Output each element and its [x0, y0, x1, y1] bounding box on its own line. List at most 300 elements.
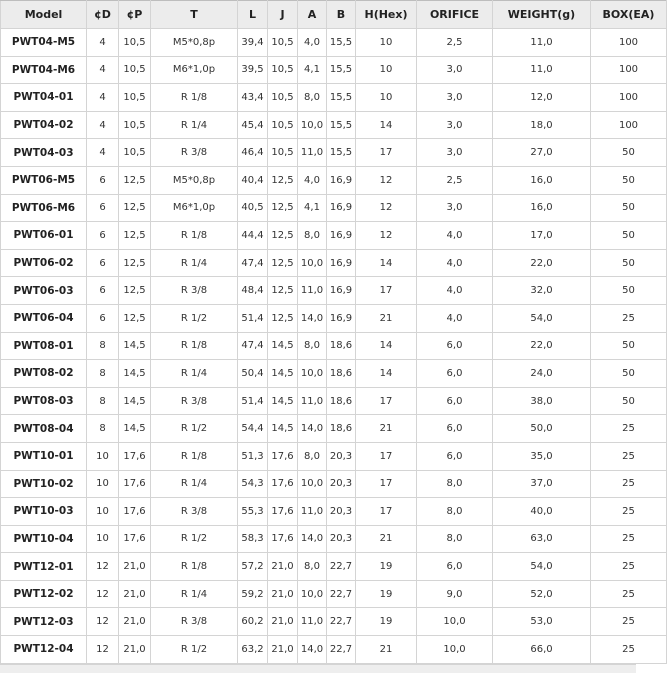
table-cell: 18,6 — [327, 387, 356, 415]
table-cell: 14,5 — [119, 332, 151, 360]
table-cell: 10,5 — [268, 139, 298, 167]
table-cell: 100 — [591, 56, 667, 84]
table-row — [1, 415, 667, 443]
table-row — [1, 304, 667, 332]
table-cell: 17 — [356, 277, 417, 305]
model-cell: PWT12-01 — [1, 553, 87, 581]
model-cell: PWT04-M5 — [1, 29, 87, 57]
table-cell: 17 — [356, 387, 417, 415]
table-cell: 14,0 — [298, 304, 327, 332]
table-cell: 50 — [591, 222, 667, 250]
table-cell: 6,0 — [417, 442, 493, 470]
table-cell: 12,5 — [268, 222, 298, 250]
model-cell: PWT12-04 — [1, 636, 87, 664]
table-row — [1, 56, 667, 84]
table-cell: 18,6 — [327, 360, 356, 388]
table-cell: 10 — [87, 442, 119, 470]
table-cell: 12,5 — [268, 304, 298, 332]
table-cell: 4,1 — [298, 194, 327, 222]
table-cell: 25 — [591, 608, 667, 636]
table-row — [1, 553, 667, 581]
model-cell: PWT06-04 — [1, 304, 87, 332]
table-cell: 6,0 — [417, 415, 493, 443]
column-header: ORIFICE — [417, 1, 493, 29]
table-cell: 8,0 — [298, 442, 327, 470]
table-cell: 25 — [591, 553, 667, 581]
table-cell: 14,5 — [119, 360, 151, 388]
table-cell: 17,6 — [119, 498, 151, 526]
table-cell: 52,0 — [493, 580, 591, 608]
model-cell: PWT10-03 — [1, 498, 87, 526]
table-cell: 50 — [591, 249, 667, 277]
table-cell: 17 — [356, 470, 417, 498]
table-cell: 6 — [87, 194, 119, 222]
table-cell: 38,0 — [493, 387, 591, 415]
model-cell: PWT12-03 — [1, 608, 87, 636]
table-cell: 18,6 — [327, 332, 356, 360]
table-cell: 6,0 — [417, 553, 493, 581]
table-cell: 12,5 — [268, 277, 298, 305]
table-cell: 8,0 — [298, 332, 327, 360]
model-cell: PWT06-M6 — [1, 194, 87, 222]
table-cell: 44,4 — [238, 222, 268, 250]
table-cell: 100 — [591, 29, 667, 57]
table-cell: 21,0 — [119, 553, 151, 581]
table-cell: 63,2 — [238, 636, 268, 664]
table-cell: 16,9 — [327, 194, 356, 222]
model-cell: PWT08-02 — [1, 360, 87, 388]
table-cell: R 1/2 — [151, 415, 238, 443]
column-header: A — [298, 1, 327, 29]
table-cell: M5*0,8p — [151, 166, 238, 194]
table-cell: 17 — [356, 139, 417, 167]
table-cell: 17 — [356, 498, 417, 526]
table-cell: 21,0 — [119, 608, 151, 636]
table-cell: 11,0 — [298, 608, 327, 636]
table-cell: 17,6 — [119, 442, 151, 470]
table-cell: 16,9 — [327, 166, 356, 194]
table-cell: 10,5 — [119, 84, 151, 112]
table-cell: 3,0 — [417, 139, 493, 167]
model-cell: PWT08-04 — [1, 415, 87, 443]
table-cell: 14,5 — [268, 332, 298, 360]
table-cell: 15,5 — [327, 111, 356, 139]
table-cell: 10,0 — [298, 360, 327, 388]
table-cell: 14 — [356, 360, 417, 388]
table-cell: 14,5 — [268, 415, 298, 443]
table-cell: 10,5 — [268, 111, 298, 139]
table-cell: 58,3 — [238, 525, 268, 553]
model-cell: PWT10-01 — [1, 442, 87, 470]
table-cell: 4,0 — [417, 304, 493, 332]
table-cell: R 3/8 — [151, 387, 238, 415]
table-cell: 11,0 — [298, 387, 327, 415]
table-cell: R 1/8 — [151, 553, 238, 581]
table-cell: 25 — [591, 304, 667, 332]
table-cell: 20,3 — [327, 498, 356, 526]
column-header: B — [327, 1, 356, 29]
table-row — [1, 525, 667, 553]
table-cell: 21 — [356, 304, 417, 332]
table-cell: 10 — [87, 470, 119, 498]
table-row — [1, 360, 667, 388]
table-cell: 50 — [591, 332, 667, 360]
table-cell: 39,4 — [238, 29, 268, 57]
table-cell: M6*1,0p — [151, 56, 238, 84]
table-cell: 18,0 — [493, 111, 591, 139]
table-cell: 17,6 — [268, 442, 298, 470]
table-cell: R 1/4 — [151, 111, 238, 139]
table-cell: 47,4 — [238, 249, 268, 277]
table-cell: 10,0 — [298, 249, 327, 277]
column-header: J — [268, 1, 298, 29]
table-cell: 50 — [591, 360, 667, 388]
table-cell: 6,0 — [417, 360, 493, 388]
table-row — [1, 498, 667, 526]
table-cell: 18,6 — [327, 415, 356, 443]
table-cell: 11,0 — [493, 56, 591, 84]
column-header: T — [151, 1, 238, 29]
model-cell: PWT10-04 — [1, 525, 87, 553]
table-cell: 19 — [356, 608, 417, 636]
table-row — [1, 580, 667, 608]
table-cell: 4 — [87, 56, 119, 84]
column-header: Model — [1, 1, 87, 29]
column-header: L — [238, 1, 268, 29]
table-cell: 21 — [356, 415, 417, 443]
table-cell: 12,5 — [268, 194, 298, 222]
table-cell: 51,4 — [238, 387, 268, 415]
table-cell: 35,0 — [493, 442, 591, 470]
table-cell: 14,5 — [268, 360, 298, 388]
table-cell: 66,0 — [493, 636, 591, 664]
table-cell: 8 — [87, 387, 119, 415]
table-cell: 3,0 — [417, 111, 493, 139]
table-cell: 20,3 — [327, 525, 356, 553]
table-cell: 16,9 — [327, 222, 356, 250]
table-cell: 53,0 — [493, 608, 591, 636]
table-cell: 27,0 — [493, 139, 591, 167]
table-cell: 12 — [356, 222, 417, 250]
table-cell: 10,5 — [268, 29, 298, 57]
table-cell: 17,6 — [268, 470, 298, 498]
table-cell: 4,0 — [298, 166, 327, 194]
table-cell: 25 — [591, 580, 667, 608]
table-cell: 12,5 — [119, 277, 151, 305]
table-cell: 22,7 — [327, 553, 356, 581]
table-cell: 14 — [356, 332, 417, 360]
table-cell: 4 — [87, 111, 119, 139]
table-row — [1, 332, 667, 360]
table-cell: 16,0 — [493, 166, 591, 194]
table-cell: 12,5 — [119, 222, 151, 250]
table-cell: 14,5 — [119, 387, 151, 415]
table-cell: R 1/4 — [151, 249, 238, 277]
table-body — [1, 29, 667, 664]
table-cell: 10 — [356, 84, 417, 112]
table-cell: 4,0 — [298, 29, 327, 57]
table-cell: 14,5 — [268, 387, 298, 415]
table-cell: 11,0 — [298, 498, 327, 526]
table-cell: 6 — [87, 166, 119, 194]
table-row — [1, 387, 667, 415]
table-cell: 21,0 — [268, 580, 298, 608]
table-cell: R 1/2 — [151, 304, 238, 332]
table-cell: 17,6 — [268, 525, 298, 553]
table-cell: 8,0 — [417, 498, 493, 526]
model-cell: PWT12-02 — [1, 580, 87, 608]
table-cell: 10,5 — [119, 29, 151, 57]
table-cell: 39,5 — [238, 56, 268, 84]
table-cell: 12 — [356, 166, 417, 194]
table-cell: 14,5 — [119, 415, 151, 443]
table-cell: 4,0 — [417, 249, 493, 277]
table-cell: 50,0 — [493, 415, 591, 443]
table-cell: 48,4 — [238, 277, 268, 305]
table-cell: 54,4 — [238, 415, 268, 443]
table-cell: 22,0 — [493, 332, 591, 360]
table-footer-strip — [0, 664, 636, 673]
table-cell: 12,5 — [119, 249, 151, 277]
table-cell: 3,0 — [417, 84, 493, 112]
table-cell: 12,5 — [119, 166, 151, 194]
table-cell: 4 — [87, 139, 119, 167]
table-cell: 10,5 — [119, 56, 151, 84]
table-row — [1, 277, 667, 305]
table-cell: 21,0 — [268, 608, 298, 636]
table-cell: 21,0 — [268, 636, 298, 664]
table-cell: 63,0 — [493, 525, 591, 553]
table-cell: 12 — [87, 553, 119, 581]
table-cell: 8,0 — [298, 84, 327, 112]
table-cell: 11,0 — [493, 29, 591, 57]
table-cell: 16,9 — [327, 304, 356, 332]
table-cell: R 3/8 — [151, 608, 238, 636]
table-cell: 45,4 — [238, 111, 268, 139]
table-cell: 54,0 — [493, 304, 591, 332]
table-cell: 12 — [356, 194, 417, 222]
table-cell: 10,5 — [119, 111, 151, 139]
table-cell: 6 — [87, 222, 119, 250]
table-cell: 16,0 — [493, 194, 591, 222]
table-cell: 10 — [356, 29, 417, 57]
model-cell: PWT04-M6 — [1, 56, 87, 84]
model-cell: PWT06-01 — [1, 222, 87, 250]
table-cell: 20,3 — [327, 470, 356, 498]
table-cell: 6 — [87, 277, 119, 305]
table-cell: 10 — [356, 56, 417, 84]
table-cell: R 3/8 — [151, 139, 238, 167]
table-cell: 43,4 — [238, 84, 268, 112]
table-cell: 8,0 — [417, 470, 493, 498]
table-cell: 17,0 — [493, 222, 591, 250]
table-cell: 6 — [87, 249, 119, 277]
table-cell: 14,0 — [298, 525, 327, 553]
model-cell: PWT04-01 — [1, 84, 87, 112]
table-cell: 4,0 — [417, 277, 493, 305]
table-row — [1, 166, 667, 194]
table-cell: 21,0 — [119, 636, 151, 664]
table-cell: 6,0 — [417, 387, 493, 415]
table-cell: 51,3 — [238, 442, 268, 470]
table-cell: 19 — [356, 553, 417, 581]
table-cell: 8 — [87, 360, 119, 388]
table-cell: 10 — [87, 498, 119, 526]
table-cell: 4 — [87, 84, 119, 112]
table-cell: 15,5 — [327, 139, 356, 167]
table-cell: 4 — [87, 29, 119, 57]
table-cell: 10,0 — [298, 111, 327, 139]
table-cell: 10,0 — [298, 470, 327, 498]
table-cell: 16,9 — [327, 277, 356, 305]
table-cell: 10 — [87, 525, 119, 553]
table-cell: 12,0 — [493, 84, 591, 112]
table-cell: 17,6 — [268, 498, 298, 526]
table-cell: 21,0 — [119, 580, 151, 608]
table-cell: 8 — [87, 415, 119, 443]
table-cell: 50,4 — [238, 360, 268, 388]
table-cell: R 1/8 — [151, 332, 238, 360]
table-cell: 10,5 — [119, 139, 151, 167]
table-cell: R 1/4 — [151, 360, 238, 388]
model-cell: PWT10-02 — [1, 470, 87, 498]
table-cell: 14 — [356, 249, 417, 277]
table-cell: R 1/2 — [151, 636, 238, 664]
table-cell: 40,5 — [238, 194, 268, 222]
table-cell: 21 — [356, 525, 417, 553]
table-cell: 2,5 — [417, 29, 493, 57]
table-cell: 54,3 — [238, 470, 268, 498]
table-cell: 24,0 — [493, 360, 591, 388]
table-cell: 46,4 — [238, 139, 268, 167]
model-cell: PWT06-03 — [1, 277, 87, 305]
table-row — [1, 442, 667, 470]
table-cell: 100 — [591, 84, 667, 112]
table-cell: 22,7 — [327, 636, 356, 664]
table-cell: 8,0 — [417, 525, 493, 553]
model-cell: PWT08-01 — [1, 332, 87, 360]
table-cell: R 1/8 — [151, 442, 238, 470]
table-cell: 20,3 — [327, 442, 356, 470]
column-header: BOX(EA) — [591, 1, 667, 29]
table-cell: 15,5 — [327, 56, 356, 84]
table-cell: 50 — [591, 139, 667, 167]
table-cell: 17,6 — [119, 470, 151, 498]
table-cell: 17,6 — [119, 525, 151, 553]
table-cell: R 1/8 — [151, 84, 238, 112]
table-cell: 25 — [591, 470, 667, 498]
table-cell: 12,5 — [268, 249, 298, 277]
table-cell: 22,7 — [327, 580, 356, 608]
table-cell: 10,0 — [417, 608, 493, 636]
table-cell: R 1/4 — [151, 580, 238, 608]
table-cell: R 1/4 — [151, 470, 238, 498]
table-cell: 9,0 — [417, 580, 493, 608]
table-cell: 12,5 — [119, 304, 151, 332]
column-header: WEIGHT(g) — [493, 1, 591, 29]
table-cell: 25 — [591, 415, 667, 443]
header-row — [1, 1, 667, 29]
table-cell: 47,4 — [238, 332, 268, 360]
table-cell: 8,0 — [298, 222, 327, 250]
table-cell: 16,9 — [327, 249, 356, 277]
table-cell: 12,5 — [119, 194, 151, 222]
table-cell: M6*1,0p — [151, 194, 238, 222]
table-cell: 14,0 — [298, 636, 327, 664]
table-cell: 10,0 — [298, 580, 327, 608]
table-row — [1, 608, 667, 636]
table-cell: 57,2 — [238, 553, 268, 581]
table-cell: 50 — [591, 194, 667, 222]
table-cell: 51,4 — [238, 304, 268, 332]
table-cell: 50 — [591, 166, 667, 194]
table-cell: 32,0 — [493, 277, 591, 305]
column-header: ¢P — [119, 1, 151, 29]
table-cell: 11,0 — [298, 139, 327, 167]
table-cell: 17 — [356, 442, 417, 470]
model-cell: PWT04-03 — [1, 139, 87, 167]
table-cell: 60,2 — [238, 608, 268, 636]
table-cell: R 3/8 — [151, 498, 238, 526]
table-cell: R 1/8 — [151, 222, 238, 250]
table-row — [1, 249, 667, 277]
table-cell: 14 — [356, 111, 417, 139]
table-row — [1, 29, 667, 57]
table-row — [1, 111, 667, 139]
column-header: ¢D — [87, 1, 119, 29]
model-cell: PWT08-03 — [1, 387, 87, 415]
table-cell: 59,2 — [238, 580, 268, 608]
table-cell: 12 — [87, 636, 119, 664]
table-cell: 25 — [591, 442, 667, 470]
table-cell: 12 — [87, 580, 119, 608]
table-cell: 54,0 — [493, 553, 591, 581]
model-cell: PWT06-M5 — [1, 166, 87, 194]
table-cell: 22,0 — [493, 249, 591, 277]
table-cell: 25 — [591, 525, 667, 553]
table-cell: 50 — [591, 277, 667, 305]
table-cell: 11,0 — [298, 277, 327, 305]
table-cell: 19 — [356, 580, 417, 608]
table-row — [1, 222, 667, 250]
table-cell: 12 — [87, 608, 119, 636]
table-cell: 25 — [591, 498, 667, 526]
table-cell: 8,0 — [298, 553, 327, 581]
table-cell: 12,5 — [268, 166, 298, 194]
table-cell: 3,0 — [417, 56, 493, 84]
table-cell: 10,0 — [417, 636, 493, 664]
table-cell: 100 — [591, 111, 667, 139]
table-cell: 22,7 — [327, 608, 356, 636]
table-cell: 50 — [591, 387, 667, 415]
table-cell: 15,5 — [327, 29, 356, 57]
table-row — [1, 470, 667, 498]
table-cell: 8 — [87, 332, 119, 360]
table-row — [1, 139, 667, 167]
table-cell: 55,3 — [238, 498, 268, 526]
model-cell: PWT04-02 — [1, 111, 87, 139]
table-cell: 6,0 — [417, 332, 493, 360]
table-cell: 6 — [87, 304, 119, 332]
table-cell: 10,5 — [268, 56, 298, 84]
model-cell: PWT06-02 — [1, 249, 87, 277]
table-cell: 10,5 — [268, 84, 298, 112]
table-cell: R 3/8 — [151, 277, 238, 305]
table-cell: M5*0,8p — [151, 29, 238, 57]
table-cell: 25 — [591, 636, 667, 664]
table-row — [1, 194, 667, 222]
table-cell: 21 — [356, 636, 417, 664]
